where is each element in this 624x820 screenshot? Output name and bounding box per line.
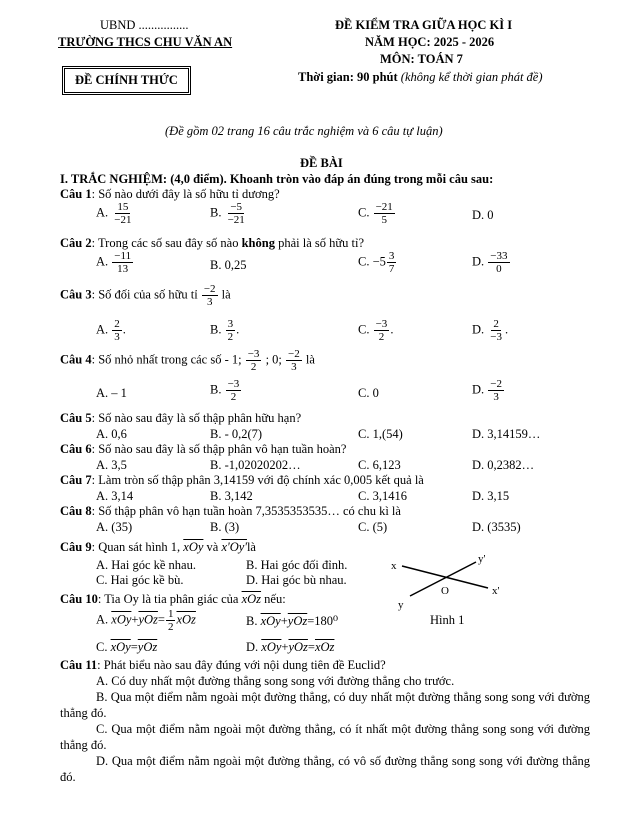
label-o: O: [441, 585, 449, 597]
q4-option-c[interactable]: C. 0: [358, 386, 379, 400]
q5-option-b[interactable]: B. - 0,2(7): [210, 427, 263, 441]
q1-option-b[interactable]: B. $\frac{-5}{-21}$: [210, 201, 245, 226]
ubnd-label: UBND ................: [100, 18, 189, 32]
official-badge: ĐỀ CHÍNH THỨC: [64, 68, 189, 93]
q6-option-d[interactable]: D. 0,2382…: [472, 458, 535, 472]
figure-caption: Hình 1: [430, 613, 465, 627]
q9-option-c[interactable]: C. Hai góc kề bù.: [96, 573, 184, 587]
time-label: Thời gian: 90 phút: [298, 70, 398, 84]
q2-option-a[interactable]: A. $\frac{-11}{13}$: [96, 250, 132, 275]
school-year: NĂM HỌC: 2025 - 2026: [365, 35, 495, 49]
q8-option-a[interactable]: A. (35): [96, 520, 133, 534]
question-11: Câu 11: Phát biểu nào sau đây đúng với nội dung tiên đề Euclid?: [60, 658, 386, 672]
q11-option-c[interactable]: C. Qua một điểm nằm ngoài một đường thẳng, có ít nhất một đường thẳng song song với đường thẳng đó.: [60, 722, 590, 752]
q7-option-a[interactable]: A. 3,14: [96, 489, 134, 503]
q8-option-c[interactable]: C. (5): [358, 520, 388, 534]
q5-option-a[interactable]: A. 0,6: [96, 427, 127, 441]
q3-option-b[interactable]: B. $\frac{3}{2}$ .: [210, 318, 240, 343]
question-1: Câu 1: Số nào dưới đây là số hữu tỉ dương?: [60, 187, 280, 201]
time-note: (không kể thời gian phát đề): [400, 70, 543, 84]
q1-option-a[interactable]: A. $\frac{15}{-21}$: [96, 201, 132, 226]
q4-option-d[interactable]: D. $\frac{-2}{3}$: [472, 378, 502, 403]
question-9: Câu 9: Quan sát hình 1, $\overline{xOy}$ và x'Oy'là: [60, 540, 256, 554]
q9-option-b[interactable]: B. Hai góc đối đỉnh.: [246, 558, 348, 572]
q11-option-b[interactable]: B. Qua một điểm nằm ngoài một đường thẳng, có duy nhất một đường thẳng song song với đường thẳng đó.: [60, 690, 590, 720]
label-y: y: [398, 599, 404, 611]
q9-option-d[interactable]: D. Hai góc bù nhau.: [246, 573, 347, 587]
q1-option-c[interactable]: C. $\frac{-21}{5}$: [358, 201, 393, 226]
question-7: Câu 7: Làm tròn số thập phân 3,14159 với độ chính xác 0,005 kết quả là: [60, 473, 424, 487]
q2-option-c[interactable]: C. −5 $\frac{3}{7}$: [358, 250, 395, 275]
question-10: Câu 10: Tia Oy là tia phân giác của $\overline{xOz}$ nếu:: [60, 592, 286, 606]
q7-option-c[interactable]: C. 3,1416: [358, 489, 407, 503]
de-bai-heading: ĐỀ BÀI: [300, 156, 343, 170]
q9-option-a[interactable]: A. Hai góc kề nhau.: [96, 558, 196, 572]
question-2: Câu 2: Trong các số sau đây số nào không phải là số hữu tỉ?: [60, 236, 365, 250]
q8-option-b[interactable]: B. (3): [210, 520, 240, 534]
exam-note: (Đề gồm 02 trang 16 câu trắc nghiệm và 6 câu tự luận): [165, 124, 443, 138]
q10-option-d[interactable]: D. $\overline{xOy}+\overline{yOz}=\overline{xOz}$: [246, 640, 335, 654]
q5-option-c[interactable]: C. 1,(54): [358, 427, 403, 441]
exam-title: ĐỀ KIỂM TRA GIỮA HỌC KÌ I: [335, 18, 513, 32]
q11-option-d[interactable]: D. Qua một điểm nằm ngoài một đường thẳng, có vô số đường thẳng song song với đường thẳng đó.: [60, 754, 590, 784]
time-line: [298, 70, 543, 85]
label-y-prime: y': [478, 553, 486, 565]
label-x: x: [391, 560, 397, 572]
question-4: Câu 4: Số nhỏ nhất trong các số - 1; $\frac{-3}{2}$ ; 0; $\frac{-2}{3}$ là: [60, 348, 315, 373]
question-6: Câu 6: Số nào sau đây là số thập phân vô hạn tuần hoàn?: [60, 442, 347, 456]
q6-option-a[interactable]: A. 3,5: [96, 458, 127, 472]
subject: MÔN: TOÁN 7: [380, 52, 463, 66]
section1-title: I. TRẮC NGHIỆM: (4,0 điểm). Khoanh tròn vào đáp án đúng trong mỗi câu sau:: [60, 172, 494, 186]
q8-option-d[interactable]: D. (3535): [472, 520, 521, 534]
q2-option-d[interactable]: D. $\frac{-33}{0}$: [472, 250, 508, 275]
question-8: Câu 8: Số thập phân vô hạn tuần hoàn 7,3535353535… có chu kì là: [60, 504, 401, 518]
q2-option-b[interactable]: B. 0,25: [210, 258, 247, 272]
q7-option-d[interactable]: D. 3,15: [472, 489, 510, 503]
figure-1: [388, 552, 528, 622]
question-3: Câu 3: Số đối của số hữu tỉ $\frac{-2}{3}$ là: [60, 283, 231, 308]
question-5: Câu 5: Số nào sau đây là số thập phân hữu hạn?: [60, 411, 302, 425]
q10-option-c[interactable]: C. $\overline{xOy}=\overline{yOz}$: [96, 640, 158, 654]
q3-option-a[interactable]: A. $\frac{2}{3}$ .: [96, 318, 126, 343]
q11-option-a[interactable]: A. Có duy nhất một đường thẳng song song với đường thẳng cho trước.: [96, 674, 455, 688]
q5-option-d[interactable]: D. 3,14159…: [472, 427, 541, 441]
q6-option-b[interactable]: B. -1,02020202…: [210, 458, 301, 472]
q4-option-b[interactable]: B. $\frac{-3}{2}$: [210, 378, 240, 403]
q1-option-d[interactable]: D. 0: [472, 208, 494, 222]
q6-option-c[interactable]: C. 6,123: [358, 458, 401, 472]
q10-option-b[interactable]: B. $\overline{xOy}+\overline{yOz}=180^0$: [246, 614, 339, 628]
label-x-prime: x': [492, 585, 500, 597]
school-name: TRƯỜNG THCS CHU VĂN AN: [58, 35, 233, 49]
q3-option-c[interactable]: C. $\frac{-3}{2}$ .: [358, 318, 394, 343]
q3-option-d[interactable]: D. $\frac{2}{-3}$ .: [472, 318, 509, 343]
q4-option-a[interactable]: A. – 1: [96, 386, 127, 400]
q7-option-b[interactable]: B. 3,142: [210, 489, 253, 503]
q10-option-a[interactable]: A. $\overline{xOy}+\overline{yOz}=$ $\frac{1}{2}$ $\overline{xOz}$: [96, 608, 196, 633]
